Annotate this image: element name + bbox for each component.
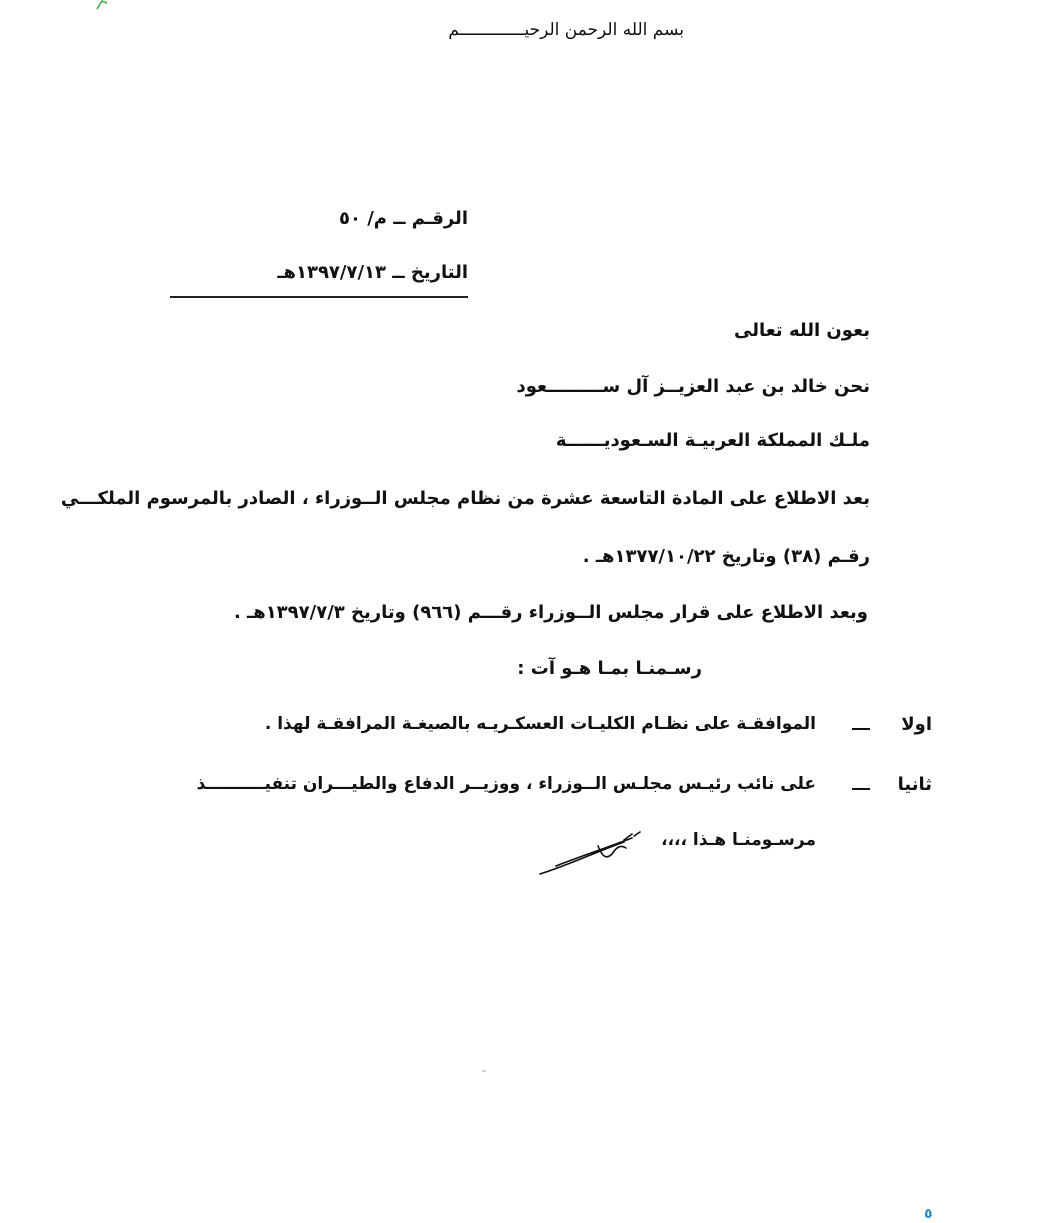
date-underline	[170, 296, 468, 298]
item-first-text: الموافقـة على نظـام الكليـات العسكـريـه بالصيغـة المرافقـة لهذا .	[264, 714, 816, 734]
page-number: ٥	[924, 1206, 933, 1222]
king-title: ملـك المملكة العربيـة السـعوديــــــة	[555, 430, 870, 451]
reference-date: التاريخ ــ ١٣٩٧/٧/١٣هـ	[277, 262, 468, 283]
item-first-label: اولا	[901, 714, 932, 735]
item-first-dash	[852, 728, 870, 730]
opening-invocation: بعون الله تعالى	[734, 320, 870, 341]
reference-number: الرقـم ــ م/ ٥٠	[338, 208, 468, 229]
item-second-dash	[852, 788, 870, 790]
bismillah-heading: بسم الله الرحمن الرحيـــــــــــــم	[448, 20, 684, 40]
preamble-decree: رقـم (٣٨) وتاريخ ١٣٧٧/١٠/٢٢هـ .	[582, 546, 870, 567]
preamble-resolution: وبعد الاطلاع على قرار مجلس الــوزراء رقـــم (٩٦٦) وتاريخ ١٣٩٧/٧/٣هـ .	[233, 602, 868, 623]
item-second-text: على نائب رئيـس مجلـس الــوزراء ، ووزيــر الدفاع والطيـــران تنفيــــــــــذ	[196, 774, 816, 794]
king-name: نحن خالد بن عبد العزيــز آل ســـــــــعود	[516, 376, 870, 397]
decreed-heading: رسـمنـا بمـا هـو آت :	[517, 658, 702, 679]
item-second-label: ثانيا	[897, 774, 932, 795]
reference-block	[168, 202, 468, 312]
preamble-article: بعد الاطلاع على المادة التاسعة عشرة من نظام مجلس الــوزراء ، الصادر بالمرسوم الملكـــي	[60, 488, 870, 509]
closing-line: مرسـومنـا هـذا ،،،،	[661, 830, 816, 850]
paper-speck	[482, 1070, 486, 1072]
corner-check-mark-icon	[96, 0, 108, 10]
signature-icon	[536, 826, 646, 880]
